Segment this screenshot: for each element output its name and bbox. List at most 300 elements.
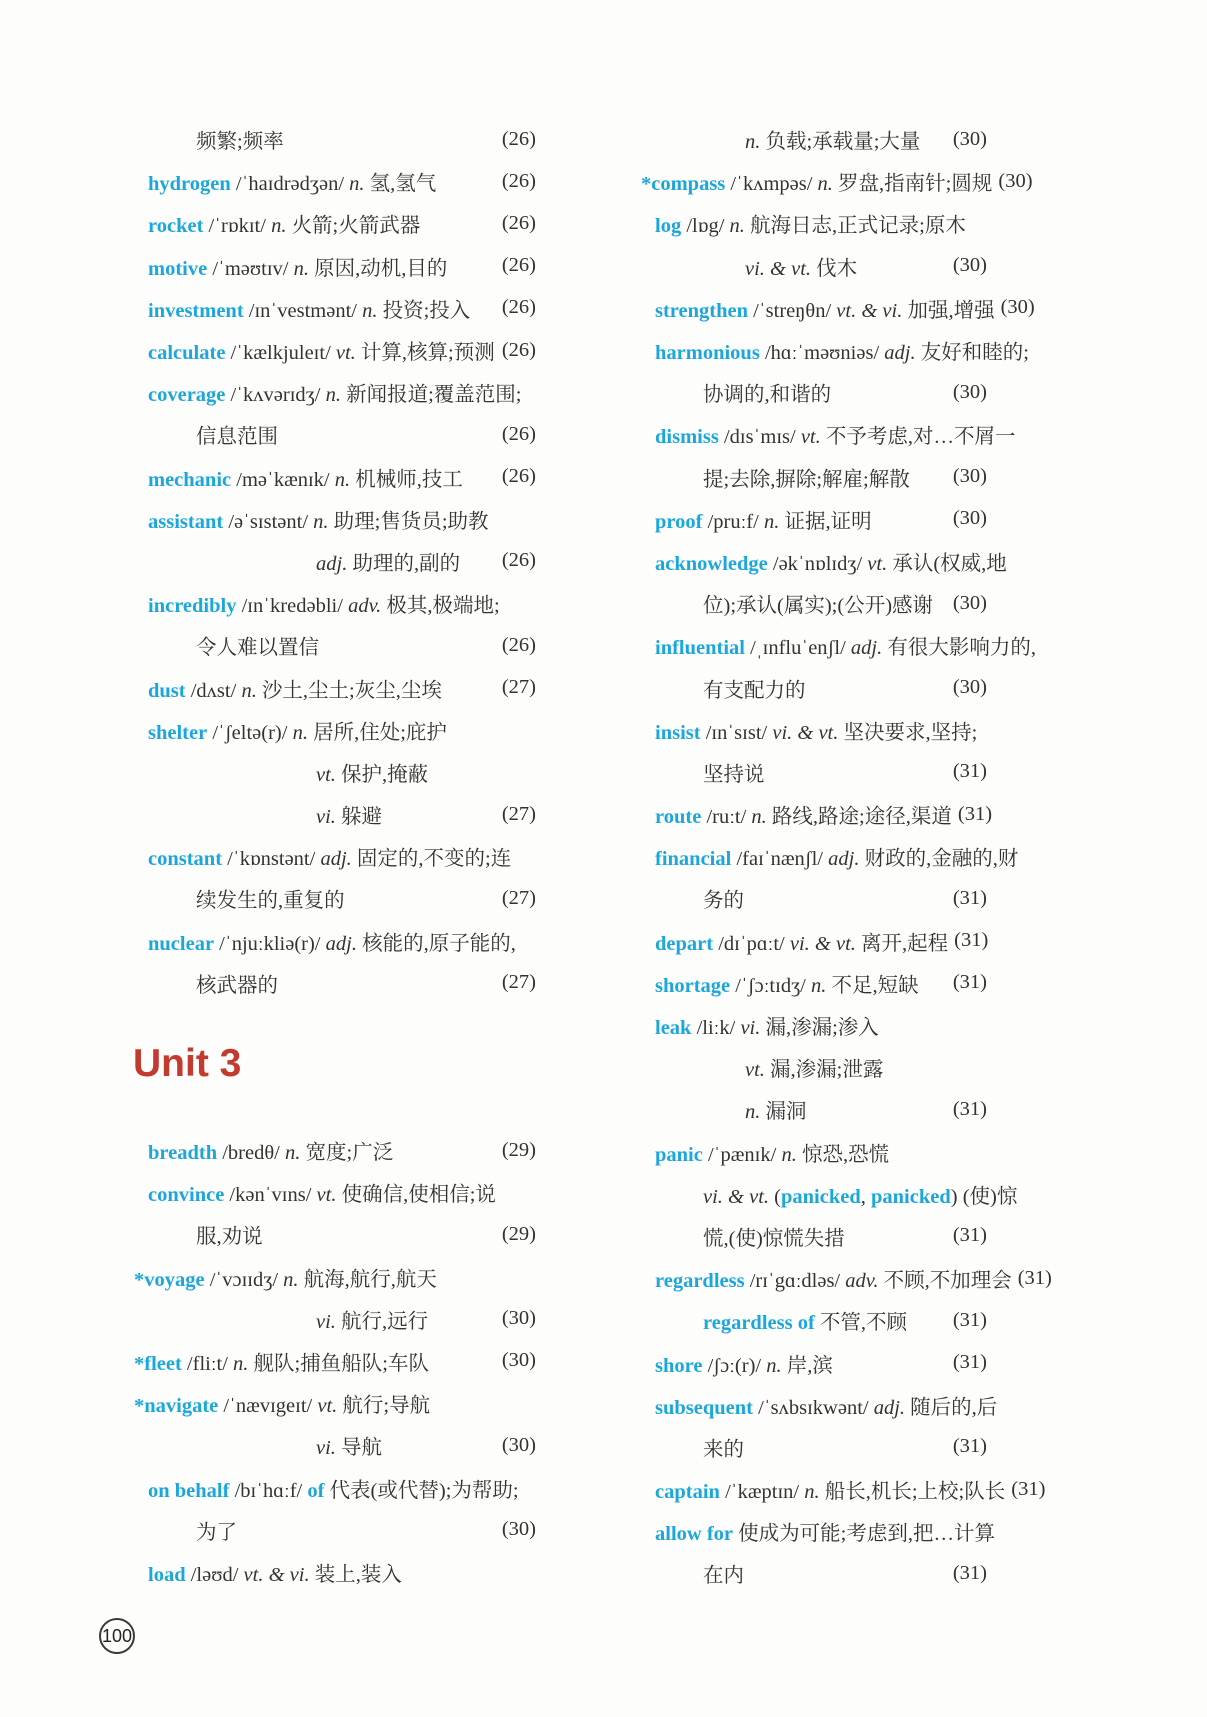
page-ref: (30) [501,1518,536,1541]
vocab-line [134,1340,536,1382]
phonetic: /ˈkʌmpəs/ [725,173,818,196]
entry-text [655,1348,833,1378]
vocab-line [655,793,993,835]
vocab-line [148,1129,536,1171]
headword: leak [655,1017,692,1040]
page-ref: (31) [952,1561,987,1584]
vocab-line [148,287,536,329]
phonetic: /hɑːˈməʊniəs/ [759,342,885,365]
page-ref: (30) [952,676,987,699]
phonetic: /pruːf/ [702,510,764,533]
entry-text [148,377,522,407]
entry-text [655,1263,1012,1293]
headword: convince [148,1184,225,1207]
headword: on behalf [148,1479,230,1502]
headword: log [655,215,682,238]
left-column [133,118,536,1593]
definition-zh: 不管,不顾 [814,1312,908,1335]
headword: shore [655,1354,703,1377]
entry-text [655,799,952,829]
entry-text [148,841,511,871]
page-ref: (26) [501,338,536,361]
vocab-line [148,160,536,202]
entry-text [196,883,345,913]
definition-zh: 在内 [703,1565,744,1588]
vocab-line [148,1213,536,1255]
page-ref: (31) [952,1097,987,1120]
vocab-line [148,245,536,287]
page-ref: (31) [952,1308,987,1331]
entry-text [316,546,460,576]
page-ref: (26) [501,465,536,488]
definition-zh: 加强,增强 [902,299,995,322]
pos-label: vt. [867,552,888,575]
headword: depart [655,932,714,955]
vocab-line [148,835,536,877]
entry-text [316,1304,428,1334]
vocab-line [655,118,987,160]
definition-zh: 务的 [703,890,744,913]
page-ref: (31) [952,1351,987,1374]
headword: coverage [148,384,226,407]
vocab-line [655,709,987,751]
definition-zh: 固定的,不变的;连 [351,848,512,871]
headword: assistant [148,510,224,533]
pos-label: adj. [320,848,352,871]
vocab-line [148,751,536,793]
headword: shelter [148,721,208,744]
page-ref: (26) [501,254,536,277]
pos-label: adj. [828,848,860,871]
definition-zh: , [860,1185,871,1208]
page-ref: (27) [501,802,536,825]
entry-text [148,1135,393,1165]
phonetic: /kənˈvɪns/ [224,1184,317,1207]
phonetic: /dʌst/ [185,679,242,702]
definition-zh: 计算,核算;预测 [355,342,495,365]
entry-text [703,1432,744,1462]
page-ref: (30) [952,380,987,403]
entry-text [641,166,992,196]
headword: *fleet [134,1352,182,1375]
vocab-line [655,498,987,540]
phonetic: /ˈkælkjuleɪt/ [225,342,336,365]
entry-text [655,1390,997,1420]
definition-zh: 续发生的,重复的 [196,890,345,913]
pos-label: vt. [316,1184,337,1207]
definition-zh: 新闻报道;覆盖范围; [340,384,522,407]
definition-zh: 舰队;捕鱼船队;车队 [248,1352,429,1375]
headword: harmonious [655,342,760,365]
pos-label: n. [283,1268,299,1291]
entry-text [134,1262,437,1292]
definition-zh: 航行,远行 [335,1310,429,1333]
definition-zh: 友好和睦的; [915,342,1029,365]
pos-label: n. [233,1352,249,1375]
vocab-line [148,202,536,244]
pos-label: vt. [335,342,356,365]
vocab-line [148,920,536,962]
entry-text [703,673,806,703]
entry-text [134,1388,430,1418]
pos-label: vt. [316,763,336,786]
pos-label: vt. [800,426,821,449]
page-ref: (31) [957,802,993,825]
vocab-line [655,920,987,962]
headword: subsequent [655,1396,753,1419]
vocab-line [148,540,536,582]
pos-label: vt. & vi. [836,299,903,322]
vocab-line [148,1298,536,1340]
definition-zh: 罗盘,指南针;圆规 [832,173,993,196]
page-ref: (27) [501,971,536,994]
definition-zh: 船长,机长;上校;队长 [819,1481,1006,1504]
vocab-line [134,1382,536,1424]
vocab-line [148,118,536,160]
entry-text [655,335,1029,365]
headword: panic [655,1143,703,1166]
right-column [641,118,1052,1595]
phonetic: /ɪnˈvestmənt/ [243,299,363,322]
pos-label: n. [271,215,287,238]
entry-text [655,293,995,323]
phonetic: /ˈhaɪdrədʒən/ [230,173,350,196]
entry-text [703,757,765,787]
headword: dismiss [655,426,719,449]
headword: dust [148,679,186,702]
definition-zh: 使成为可能;考虑到,把…计算 [733,1523,995,1546]
vocab-line [134,1256,536,1298]
page-ref: (31) [952,971,987,994]
vocab-line [655,751,987,793]
definition-zh: 核能的,原子能的, [356,932,516,955]
pos-label: adj. [325,932,357,955]
entry-text [196,1219,263,1249]
vocab-line [148,1424,536,1466]
pos-label: n. [285,1142,301,1165]
vocab-line [655,540,1007,582]
vocab-line [148,456,536,498]
page-ref: (29) [501,1138,536,1161]
vocab-line [655,1257,1052,1299]
vocab-line [148,371,536,413]
entry-text [148,715,447,745]
entry-text [655,715,977,745]
vocab-line [655,1552,987,1594]
definition-zh: 不予考虑,对…不屑一 [820,426,1016,449]
definition-zh: 沙土,尘土;灰尘,尘埃 [256,679,442,702]
pos-label: adj. [873,1396,906,1419]
definition-zh: 火箭;火箭武器 [286,215,421,238]
pos-label: vi. [316,806,336,829]
pos-label: adj. [316,552,348,575]
definition-zh: 负载;承载量;大量 [760,131,921,154]
definition-zh: 位);承认(属实);(公开)感谢 [703,595,934,618]
page-ref: (30) [501,1349,536,1372]
headword: incredibly [148,595,237,618]
pos-label: n. [745,131,761,154]
definition-zh: 坚决要求,坚持; [838,721,978,744]
entry-text [148,208,420,238]
headword: investment [148,299,244,322]
entry-text [655,630,1036,660]
phonetic: /ləʊd/ [185,1563,244,1586]
definition-zh: 承认(权威,地 [887,552,1007,575]
page-ref: (27) [501,886,536,909]
definition-zh: 坚持说 [703,763,765,786]
vocab-line [655,1426,987,1468]
vocab-line [148,666,536,708]
definition-zh: 财政的,金融的,财 [859,848,1019,871]
definition-zh: 极其,极端地; [381,595,500,618]
headword: load [148,1563,186,1586]
vocab-line [655,1088,987,1130]
pos-label: n. [804,1481,820,1504]
vocab-line [148,329,536,371]
pos-label: n. [763,510,780,533]
vocab-line [655,456,987,498]
headword: panicked [781,1185,861,1208]
pos-label: adj. [884,342,916,365]
headword: influential [655,637,745,660]
phonetic: /ˈnævɪgeɪt/ [218,1395,318,1418]
phonetic: /bredθ/ [217,1142,285,1165]
headword: hydrogen [148,173,231,196]
page-ref: (31) [1017,1266,1052,1289]
pos-label: vi. & vt. [703,1185,775,1208]
definition-zh: 代表(或代替);为帮助; [324,1479,519,1502]
phonetic: /dɪˈpɑːt/ [713,932,790,955]
phonetic: /rɪˈgɑːdləs/ [744,1270,846,1293]
phonetic: /ˈkæptɪn/ [719,1481,805,1504]
entry-text [196,124,284,154]
page-ref: (29) [501,1222,536,1245]
page-ref: (30) [952,507,987,530]
pos-label: n. [766,1354,782,1377]
vocab-line [655,1384,998,1426]
entry-text [703,883,744,913]
headword: *voyage [134,1268,205,1291]
pos-label: n. [751,806,767,829]
vocab-line [655,329,1029,371]
page-ref: (31) [952,886,987,909]
headword: shortage [655,974,731,997]
headword: *navigate [134,1395,219,1418]
entry-text [134,1346,429,1376]
entry-text [196,1515,237,1545]
definition-zh: 随后的,后 [905,1396,998,1419]
vocab-line [655,1215,987,1257]
entry-text [148,462,463,492]
headword: rocket [148,215,204,238]
definition-zh: ( [774,1185,781,1208]
entry-text [655,1010,879,1040]
pos-label: vt. & vi. [243,1563,310,1586]
phonetic: /ˈstreŋθn/ [748,299,837,322]
vocab-line [148,1551,536,1593]
pos-label: vi. & vt. [745,257,812,280]
entry-text [745,251,857,281]
headword: nuclear [148,932,215,955]
headword: panicked [871,1185,951,1208]
definition-zh: 有很大影响力的, [882,637,1036,660]
vocab-line [655,245,987,287]
pos-label: vi. & vt. [772,721,839,744]
vocab-line [655,1173,1018,1215]
entry-text [316,799,382,829]
entry-text [703,377,831,407]
entry-text [196,419,278,449]
definition-zh: 不足,短缺 [826,974,919,997]
definition-zh: 氢,氢气 [364,173,437,196]
headword: motive [148,257,208,280]
definition-zh: 伐木 [811,257,858,280]
pos-label: vi. [740,1017,761,1040]
definition-zh: 漏洞 [760,1101,807,1124]
phonetic: /ˈʃɔːtɪdʒ/ [730,974,811,997]
entry-text [655,419,1016,449]
definition-zh: 原因,动机,目的 [308,257,448,280]
pos-label: n. [325,384,341,407]
definition-zh: 使确信,使相信;说 [336,1184,496,1207]
entry-text [148,335,495,365]
phonetic: /ˈməʊtɪv/ [207,257,294,280]
page-ref: (30) [952,127,987,150]
vocab-line [148,877,536,919]
entry-text [703,588,933,618]
entry-text [148,926,516,956]
vocab-line [148,962,536,1004]
unit-heading: Unit 3 [133,1041,242,1085]
phonetic: /bɪˈhɑːf/ [229,1479,308,1502]
vocab-line [148,709,536,751]
phonetic: /məˈkænɪk/ [231,468,335,491]
definition-zh: 有支配力的 [703,679,806,702]
entry-text [148,673,442,703]
page-ref: (31) [952,760,987,783]
entry-text [148,166,436,196]
headword: allow for [655,1523,733,1546]
vocab-line [655,1046,987,1088]
pos-label: n. [293,257,309,280]
phonetic: /liːk/ [691,1017,741,1040]
page-number: 100 [101,1625,133,1646]
definition-zh: 惊恐,恐慌 [796,1143,890,1166]
vocab-line [655,1299,987,1341]
entry-text [703,1558,744,1588]
vocab-line [655,1131,987,1173]
entry-text [196,968,278,998]
pos-label: n. [362,299,378,322]
headword: regardless [655,1270,745,1293]
definition-zh: 信息范围 [196,426,278,449]
headword: *compass [641,173,726,196]
entry-text [655,208,966,238]
headword: route [655,806,702,829]
headword: calculate [148,342,226,365]
vocab-line [655,624,1036,666]
phonetic: /faɪˈnænʃl/ [731,848,829,871]
vocab-line [148,582,536,624]
vocab-line [148,624,536,666]
definition-zh: 保护,掩蔽 [335,763,429,786]
definition-zh: 岸,滨 [781,1354,833,1377]
entry-text [148,588,500,618]
page-ref: (31) [952,1435,987,1458]
definition-zh: 机械师,技工 [350,468,463,491]
phonetic: /əˈsɪstənt/ [223,510,314,533]
headword: mechanic [148,468,232,491]
pos-label: n. [334,468,351,491]
page-ref: (30) [1000,296,1035,319]
phonetic: /ˈʃeltə(r)/ [207,721,293,744]
pos-label: vt. [317,1395,338,1418]
phonetic: /ˈkɒnstənt/ [222,848,321,871]
definition-zh: 令人难以置信 [196,637,319,660]
vocab-line [655,287,1035,329]
vocab-line [655,1510,995,1552]
headword: breadth [148,1142,218,1165]
definition-zh: 为了 [196,1521,237,1544]
pos-label: n. [292,721,308,744]
entry-text [148,1473,519,1503]
page-ref: (26) [501,422,536,445]
entry-text [655,504,872,534]
definition-zh: 慌,(使)惊慌失措 [703,1227,845,1250]
entry-text [655,1137,889,1167]
vocab-line [148,498,536,540]
vocab-line [148,413,536,455]
definition-zh: 导航 [335,1437,383,1460]
phonetic: /ˈkʌvərɪdʒ/ [225,384,326,407]
headword: proof [655,510,703,533]
definition-zh: 宽度;广泛 [300,1142,394,1165]
phonetic: /ʃɔː(r)/ [702,1354,767,1377]
headword: financial [655,848,732,871]
phonetic: /fliːt/ [181,1352,234,1375]
entry-text [148,1177,496,1207]
definition-zh: 漏,渗漏;渗入 [760,1017,879,1040]
entry-text [148,293,470,323]
phonetic: /ˌɪnfluˈenʃl/ [745,637,851,660]
pos-label: vi. [316,1310,336,1333]
page-ref: (26) [501,127,536,150]
page-number-badge [99,1618,135,1654]
phonetic: /ruːt/ [701,806,752,829]
entry-text [703,1305,907,1335]
pos-label: n. [811,974,827,997]
page-ref: (30) [501,1307,536,1330]
page-ref: (26) [501,296,536,319]
vocab-line [655,962,987,1004]
headword: insist [655,721,701,744]
entry-text [316,757,428,787]
entry-text [655,546,1007,576]
phonetic: /dɪsˈmɪs/ [718,426,801,449]
definition-zh: 投资;投入 [377,299,471,322]
definition-zh: ) (使)惊 [950,1185,1018,1208]
phonetic: /ˈrɒkɪt/ [203,215,272,238]
definition-zh: 来的 [703,1438,744,1461]
phonetic: /ɪnˈkredəbli/ [236,595,349,618]
definition-zh: 航海,航行,航天 [298,1268,437,1291]
headword: acknowledge [655,552,768,575]
definition-zh: 服,劝说 [196,1226,263,1249]
pos-label: n. [241,679,257,702]
entry-text [316,1430,382,1460]
pos-label: vt. [745,1059,765,1082]
entry-text [148,251,447,281]
